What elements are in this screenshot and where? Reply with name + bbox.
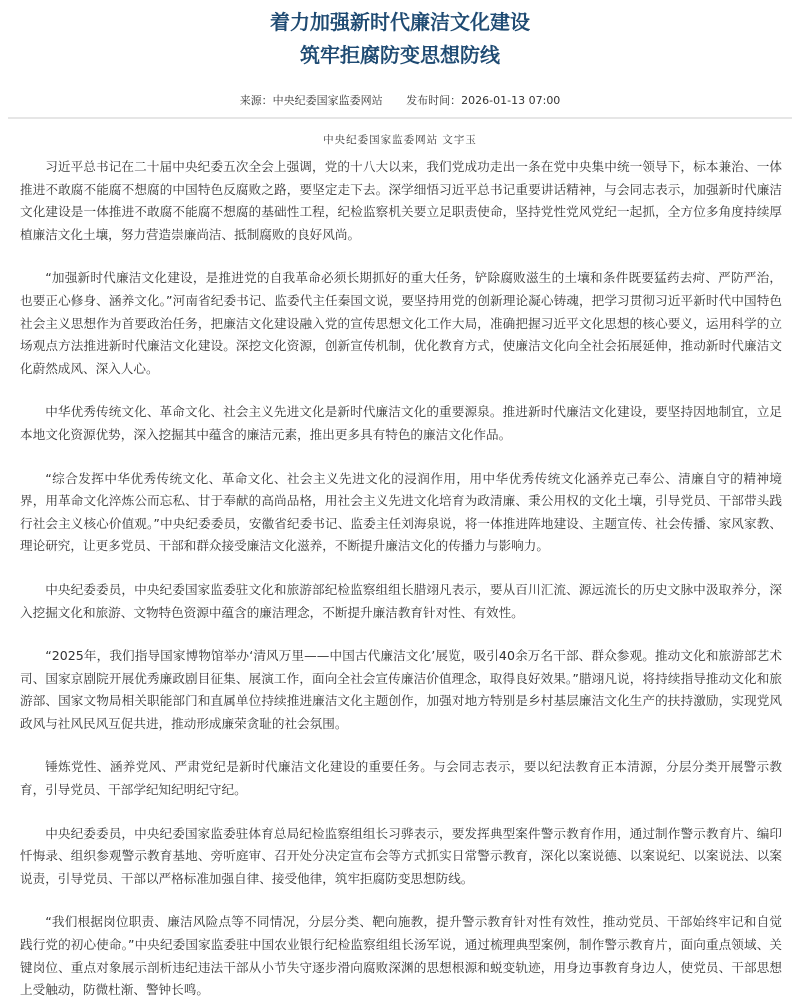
- article-header: [0, 0, 800, 119]
- title-line-1: 着力加强新时代廉洁文化建设: [270, 10, 530, 34]
- paragraph: 中央纪委委员，中央纪委国家监委驻文化和旅游部纪检监察组组长腊翊凡表示，要从百川汇流、源远流长的历史文脉中汲取养分，深入挖掘文化和旅游、文物特色资源中蕴含的廉洁理念，不断提升廉洁教育针对性、有效性。: [20, 581, 782, 620]
- paragraph: “我们根据岗位职责、廉洁风险点等不同情况，分层分类、靶向施教，提升警示教育针对性有效性，推动党员、干部始终牢记和自觉践行党的初心使命。”中央纪委国家监委驻中国农业银行纪检监察组组长汤军说，通过梳理典型案例，制作警示教育片，面向重点领域、关键岗位、重点对象展示剖析违纪违法干部从小节失守逐步滑向腐败深渊的思想根源和蜕变轨迹，用身边事教育身边人，使党员、干部思想上受触动，防微杜渐、警钟长鸣。: [20, 914, 782, 998]
- source-label: 来源：中央纪委国家监委网站: [239, 94, 383, 107]
- divider: [8, 117, 792, 119]
- publish-time: 发布时间：2026-01-13 07:00: [406, 94, 561, 107]
- byline: 中央纪委国家监委网站 文宇玉: [323, 134, 477, 146]
- article-body: [0, 156, 800, 1002]
- paragraph: 锤炼党性、涵养党风、严肃党纪是新时代廉洁文化建设的重要任务。与会同志表示，要以纪法教育正本清源，分层分类开展警示教育，引导党员、干部学纪知纪明纪守纪。: [20, 759, 782, 798]
- paragraph: 习近平总书记在二十届中央纪委五次全会上强调，党的十八大以来，我们党成功走出一条在党中央集中统一领导下，标本兼治、一体推进不敢腐不能腐不想腐的中国特色反腐败之路，要坚定走下去。深学细悟习近平总书记重要讲话精神，与会同志表示，加强新时代廉洁文化建设是一体推进不敢腐不能腐不想腐的基础性工程，纪检监察机关要立足职责使命，坚持党性党风党纪一起抓，全方位多角度持续厚植廉洁文化土壤，努力营造崇廉尚洁、抵制腐败的良好风尚。: [20, 159, 782, 242]
- paragraph: 中华优秀传统文化、革命文化、社会主义先进文化是新时代廉洁文化的重要源泉。推进新时代廉洁文化建设，要坚持因地制宜，立足本地文化资源优势，深入挖掘其中蕴含的廉洁元素，推出更多具有特色的廉洁文化作品。: [20, 404, 782, 442]
- paragraph: 中央纪委委员，中央纪委国家监委驻体育总局纪检监察组组长习骅表示，要发挥典型案件警示教育作用，通过制作警示教育片、编印忏悔录、组织参观警示教育基地、旁听庭审、召开处分决定宣布会等方式抓实日常警示教育，深化以案说德、以案说纪、以案说法、以案说责，引导党员、干部以严格标准加强自律、接受他律，筑牢拒腐防变思想防线。: [20, 825, 782, 886]
- article-title: [0, 0, 800, 72]
- paragraph: “综合发挥中华优秀传统文化、革命文化、社会主义先进文化的浸润作用，用中华优秀传统文化涵养克己奉公、清廉自守的精神境界，用革命文化淬炼公而忘私、甘于奉献的高尚品格，用社会主义先进文化培育为政清廉、秉公用权的文化土壤，引导党员、干部带头践行社会主义核心价值观。”中央纪委委员，安徽省纪委书记、监委主任刘海泉说，将一体推进阵地建设、主题宣传、社会传播、家风家教、理论研究，让更多党员、干部和群众接受廉洁文化滋养，不断提升廉洁文化的传播力与影响力。: [20, 470, 782, 554]
- paragraph: “2025年，我们指导国家博物馆举办‘清风万里——中国古代廉洁文化’展览，吸引40余万名干部、群众参观。推动文化和旅游部艺术司、国家京剧院开展优秀廉政剧目征集、展演工作，面向全社会宣传廉洁价值理念，取得良好效果。”腊翊凡说，将持续指导推动文化和旅游部、国家文物局相关职能部门和直属单位持续推进廉洁文化主题创作，加强对地方特别是乡村基层廉洁文化生产的扶持激励，实现党风政风与社风民风互促共进，推动形成廉荣贪耻的社会氛围。: [20, 648, 782, 731]
- article-meta: [0, 92, 800, 108]
- title-line-2: 筑牢拒腐防变思想防线: [300, 43, 500, 67]
- paragraph: “加强新时代廉洁文化建设，是推进党的自我革命必须长期抓好的重大任务，铲除腐败滋生的土壤和条件既要猛药去疴、严防严治，也要正心修身、涵养文化。”河南省纪委书记、监委代主任秦国文说，要坚持用党的创新理论凝心铸魂，把学习贯彻习近平新时代中国特色社会主义思想作为首要政治任务，把廉洁文化建设融入党的宣传思想文化工作大局，准确把握习近平文化思想的核心要义，运用科学的立场观点方法推进新时代廉洁文化建设。深挖文化资源，创新宣传机制，优化教育方式，使廉洁文化向全社会拓展延伸，推动新时代廉洁文化蔚然成风、深入人心。: [20, 270, 782, 376]
